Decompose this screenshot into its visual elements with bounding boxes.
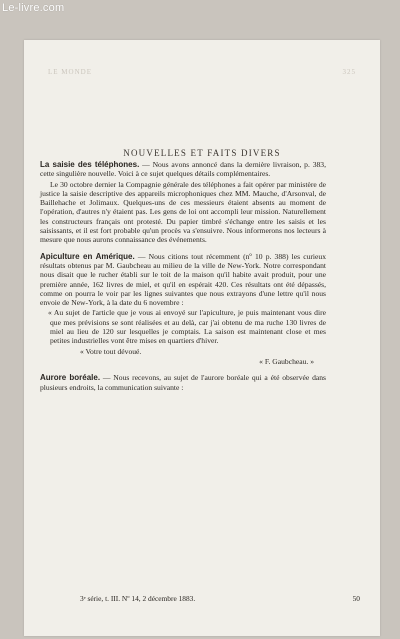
article-heading: Aurore boréale.: [40, 373, 101, 383]
site-watermark: Le-livre.com: [2, 2, 65, 14]
running-header-title: LE MONDE: [48, 68, 92, 76]
running-header-page: 325: [342, 68, 356, 76]
footer-page-number: 50: [352, 594, 360, 603]
page-footer: [80, 594, 360, 603]
section-title: NOUVELLES ET FAITS DIVERS: [123, 148, 281, 158]
article-body: [40, 160, 326, 393]
running-header: [48, 68, 356, 76]
paragraph: [40, 373, 326, 392]
paragraph-text: — Nous avons annoncé dans la dernière livraison, p. 383, cette singulière nouvelle. Voici à ce sujet quelques détails complémentaires.: [40, 160, 327, 179]
paragraph-text: — Nous citions tout récemment (nº 10 p. 388) les curieux résultats obtenus par M. Gaubcheau au milieu de la ville de New-York. Notre correspondant nous disait que le rucher établi sur le toit de la maison qu'il habite avait produit, pour une première année, 162 livres de miel, et qu'il en espérait 420. Ces résultats ont été dépassés, comme on pourra le voir par les lignes suivantes que nous extrayons d'une lettre qu'il nous envoie de New-York, à la date du 6 novembre :: [40, 251, 327, 308]
quoted-letter: « Au sujet de l'article que je vous ai envoyé sur l'apiculture, je puis maintenant vous dire que mes prévisions se sont réalisées et au delà, car j'ai obtenu de ma ruche 130 livres de miel au lieu de 120 sur lesquelles je comptais. La saison est maintenant close et mes petites industrielles vont être mises en quartiers d'hiver.: [48, 308, 326, 346]
paragraph: [40, 160, 326, 179]
letter-closing: « Votre tout dévoué.: [80, 346, 142, 356]
letter-signature: « F. Gaubcheau. »: [259, 356, 314, 366]
article-heading: Apiculture en Amérique.: [40, 251, 135, 261]
paragraph-text: — Nous recevons, au sujet de l'aurore boréale qui a été observée dans plusieurs endroits, la communication suivante :: [40, 373, 326, 392]
article-heading: La saisie des téléphones.: [40, 160, 140, 169]
paragraph: Le 30 octobre dernier la Compagnie générale des téléphones a fait opérer par ministère de justice la saisie descriptive des appareils microphoniques chez MM. Mauche, d'Arsonval, de Baillehache et Jolimaux. Quelques-uns de ces messieurs étaient absents au moment de l'opération, d'autres n'y étaient pas. Les gens de loi ont accompli leur mission. Naturellement les constructeurs français ont protesté. Du papier timbré s'échange entre les saisis et les saisissants, et il est fort probable qu'un procès va s'ensuivre. Nous informerons nos lecteurs à mesure que nous aurons connaissance des événements.: [40, 179, 326, 245]
paragraph: [40, 252, 326, 308]
footer-series: 3ᵉ série, t. III. Nº 14, 2 décembre 1883.: [80, 594, 196, 603]
